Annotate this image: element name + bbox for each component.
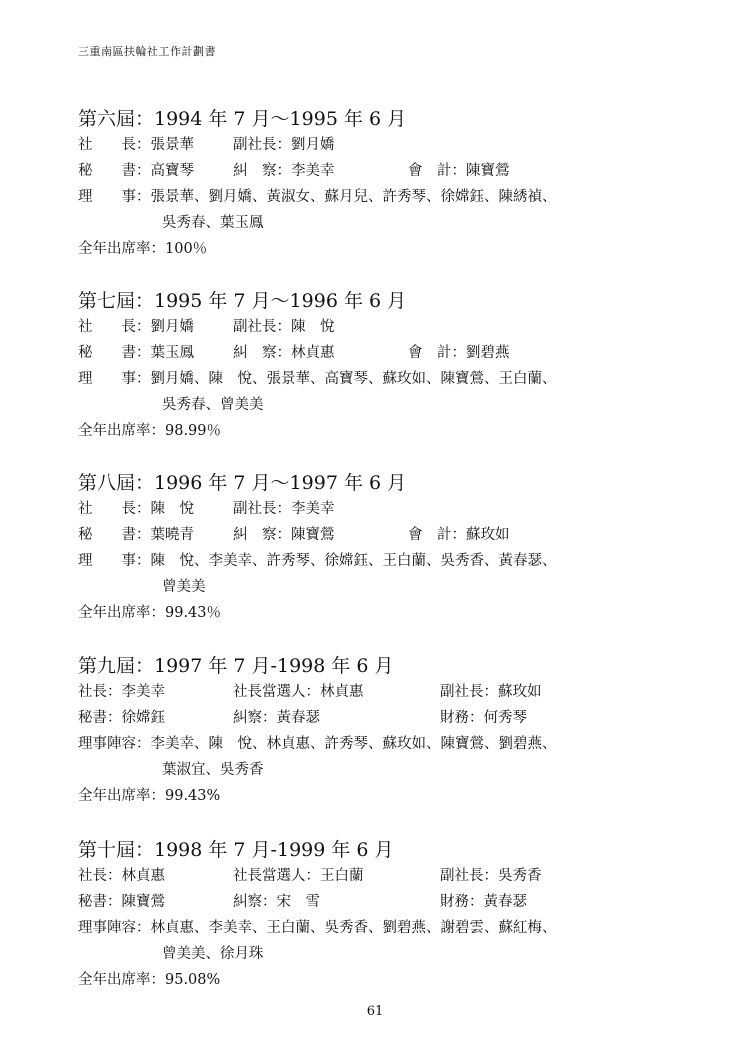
directors-continuation — [78, 941, 678, 967]
president: 社長：李美幸 — [78, 684, 165, 700]
sergeant-at-arms: 糾 察：李美幸 — [233, 163, 335, 179]
sergeant-at-arms: 糾 察：林貞惠 — [233, 345, 335, 361]
officers-row — [78, 522, 678, 548]
directors-line — [78, 184, 678, 210]
attendance-text: 全年出席率：99.43% — [78, 788, 221, 804]
term-7-section — [78, 288, 678, 444]
directors-text: 理事陣容：林貞惠、李美幸、王白蘭、吳秀香、劉碧燕、謝碧雲、蘇紅梅、 — [78, 920, 557, 936]
treasurer: 會 計：陳寶鶯 — [408, 163, 510, 179]
president-elect: 社長當選人：王白蘭 — [233, 868, 364, 884]
president-elect: 社長當選人：林貞惠 — [233, 684, 364, 700]
secretary: 秘 書：高寶琴 — [78, 163, 194, 179]
directors-text: 理事陣容：李美幸、陳 悅、林貞惠、許秀琴、蘇玫如、陳寶鶯、劉碧燕、 — [78, 736, 557, 752]
directors-text: 吳秀春、葉玉鳳 — [162, 215, 264, 231]
directors-line — [78, 548, 678, 574]
term-title: 第九屆：1997 年 7 月-1998 年 6 月 — [78, 655, 394, 677]
term-6-section — [78, 106, 678, 262]
treasurer: 會 計：劉碧燕 — [408, 345, 510, 361]
officers-row — [78, 863, 678, 889]
term-10-section — [78, 837, 678, 993]
secretary: 秘書：徐嫦鈺 — [78, 710, 165, 726]
treasurer: 會 計：蘇玫如 — [408, 527, 510, 543]
president: 社 長：劉月嬌 — [78, 319, 194, 335]
treasurer: 財務：何秀琴 — [440, 710, 527, 726]
term-title: 第八屆：1996 年 7 月～1997 年 6 月 — [78, 472, 407, 494]
officers-row — [78, 340, 678, 366]
directors-text: 理 事：張景華、劉月嬌、黃淑女、蘇月兒、許秀琴、徐嫦鈺、陳綉禎、 — [78, 189, 557, 205]
attendance-text: 全年出席率：98.99％ — [78, 423, 222, 439]
term-title: 第六屆：1994 年 7 月～1995 年 6 月 — [78, 108, 407, 130]
secretary: 秘 書：葉玉鳳 — [78, 345, 194, 361]
attendance-rate — [78, 418, 678, 444]
term-8-section — [78, 470, 678, 626]
directors-text: 曾美美、徐月珠 — [162, 946, 264, 962]
attendance-text: 全年出席率：100％ — [78, 241, 208, 257]
directors-text: 理 事：陳 悅、李美幸、許秀琴、徐嫦鈺、王白蘭、吳秀香、黃春瑟、 — [78, 553, 557, 569]
directors-line — [78, 366, 678, 392]
attendance-rate — [78, 967, 678, 993]
sergeant-at-arms: 糾察：宋 雪 — [233, 894, 320, 910]
directors-continuation — [78, 210, 678, 236]
attendance-rate — [78, 236, 678, 262]
directors-line — [78, 731, 678, 757]
vice-president: 副社長：蘇玫如 — [440, 684, 542, 700]
running-header: 三重南區扶輪社工作計劃書 — [78, 45, 216, 58]
officers-row — [78, 496, 678, 522]
directors-text: 曾美美 — [162, 579, 206, 595]
directors-continuation — [78, 757, 678, 783]
president: 社 長：陳 悅 — [78, 501, 194, 517]
directors-text: 吳秀春、曾美美 — [162, 397, 264, 413]
term-title: 第七屆：1995 年 7 月～1996 年 6 月 — [78, 290, 407, 312]
officers-row — [78, 679, 678, 705]
sergeant-at-arms: 糾察：黃春瑟 — [233, 710, 320, 726]
directors-continuation — [78, 574, 678, 600]
directors-text: 理 事：劉月嬌、陳 悅、張景華、高寶琴、蘇玫如、陳寶鶯、王白蘭、 — [78, 371, 557, 387]
attendance-rate — [78, 783, 678, 809]
secretary: 秘書：陳寶鶯 — [78, 894, 165, 910]
sergeant-at-arms: 糾 察：陳寶鶯 — [233, 527, 335, 543]
vice-president: 副社長：吳秀香 — [440, 868, 542, 884]
attendance-text: 全年出席率：95.08% — [78, 972, 221, 988]
officers-row — [78, 705, 678, 731]
page-number: 61 — [366, 1004, 384, 1019]
officers-row — [78, 314, 678, 340]
president: 社 長：張景華 — [78, 137, 194, 153]
directors-text: 葉淑宜、吳秀香 — [162, 762, 264, 778]
attendance-rate — [78, 600, 678, 626]
directors-line — [78, 915, 678, 941]
officers-row — [78, 158, 678, 184]
term-9-section — [78, 653, 678, 809]
treasurer: 財務：黃春瑟 — [440, 894, 527, 910]
officers-row — [78, 889, 678, 915]
attendance-text: 全年出席率：99.43％ — [78, 605, 222, 621]
vice-president: 副社長：陳 悅 — [233, 319, 335, 335]
vice-president: 副社長：劉月嬌 — [233, 137, 335, 153]
president: 社長：林貞惠 — [78, 868, 165, 884]
term-title: 第十屆：1998 年 7 月-1999 年 6 月 — [78, 839, 394, 861]
directors-continuation — [78, 392, 678, 418]
officers-row — [78, 132, 678, 158]
vice-president: 副社長：李美幸 — [233, 501, 335, 517]
secretary: 秘 書：葉曉青 — [78, 527, 194, 543]
